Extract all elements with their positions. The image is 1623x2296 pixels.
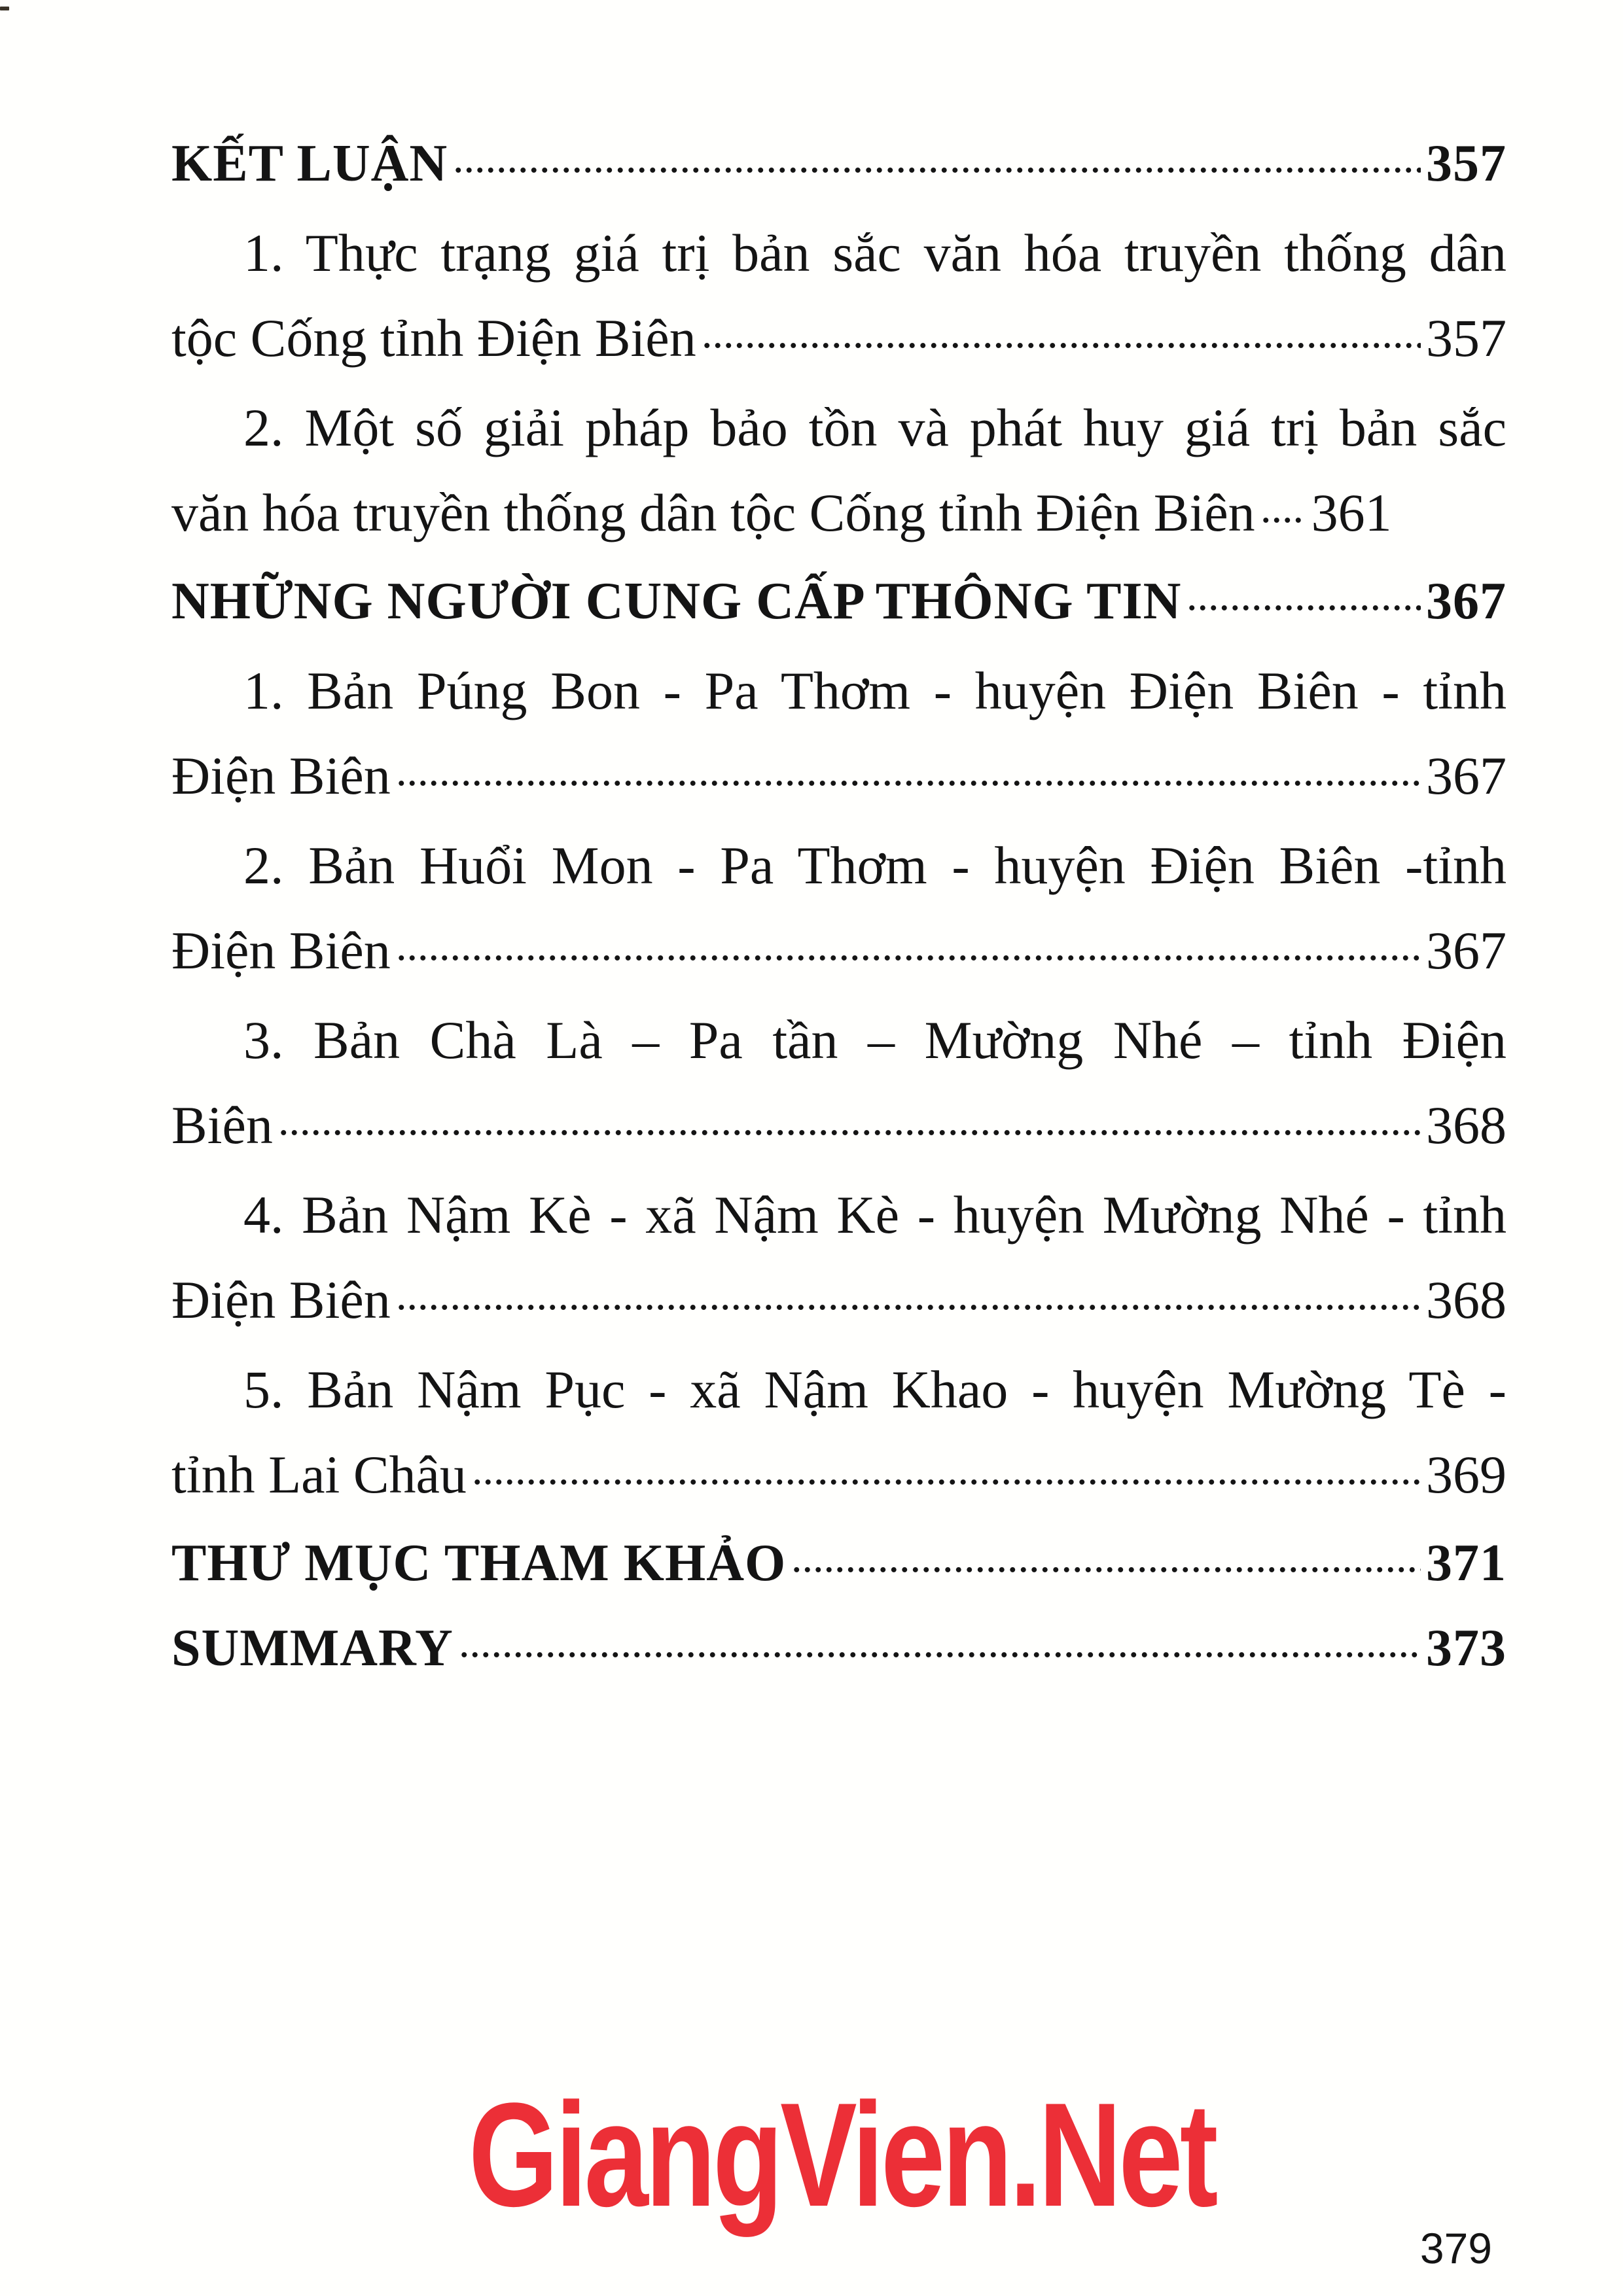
toc-page-number: 368: [1426, 1270, 1507, 1330]
toc-heading-ket-luan[interactable]: [171, 121, 1507, 206]
toc-heading-summary[interactable]: [171, 1606, 1507, 1691]
toc-title: 1. Bản Púng Bon - Pa Thơm - huyện Điện Biên - tỉnh: [243, 661, 1507, 720]
toc-title: 5. Bản Nậm Pục - xã Nậm Khao - huyện Mường Tè -: [243, 1360, 1507, 1419]
dot-leader: [472, 1439, 1421, 1492]
toc-page-number: 368: [1426, 1095, 1507, 1155]
dot-leader: [459, 1612, 1421, 1665]
toc-title-continued: Điện Biên: [171, 1270, 391, 1330]
toc-title: NHỮNG NGƯỜI CUNG CẤP THÔNG TIN: [171, 573, 1182, 630]
toc-page-number: 369: [1426, 1445, 1507, 1504]
toc-title-continued: Điện Biên: [171, 921, 391, 980]
toc-line: [171, 1173, 1507, 1258]
scan-edge-mark: [0, 7, 9, 10]
dot-leader: [453, 127, 1421, 181]
toc-page-number: 367: [1426, 921, 1507, 980]
toc-item-ban-nam-ke[interactable]: [171, 1173, 1507, 1343]
watermark-logo: GiangVien.Net: [469, 2072, 1215, 2237]
toc-page-number: 361: [1311, 483, 1392, 542]
toc-title-continued: tỉnh Lai Châu: [171, 1445, 467, 1504]
toc-title: 1. Thực trạng giá trị bản sắc văn hóa truyền thống dân: [243, 223, 1507, 283]
toc-heading-nguoi-cung-cap[interactable]: [171, 559, 1507, 644]
toc-line: [171, 470, 1507, 556]
toc-line: [171, 385, 1507, 470]
toc-line: [171, 1432, 1507, 1517]
toc-line: [171, 998, 1507, 1083]
toc-title: SUMMARY: [171, 1619, 454, 1677]
toc-line: [171, 1258, 1507, 1343]
toc-title: THƯ MỤC THAM KHẢO: [171, 1534, 787, 1592]
dot-leader: [396, 740, 1421, 794]
toc-line: [171, 823, 1507, 908]
toc-page-number: 367: [1426, 746, 1507, 805]
dot-leader: [702, 302, 1421, 356]
toc-line: [171, 1606, 1507, 1691]
toc-line: [171, 121, 1507, 206]
toc-page-number: 373: [1426, 1619, 1507, 1677]
toc-title-continued: Điện Biên: [171, 746, 391, 805]
toc-item-ban-huoi-mon[interactable]: [171, 823, 1507, 993]
toc-title-continued: Biên: [171, 1095, 273, 1155]
toc-line: [171, 296, 1507, 381]
toc-line: [171, 908, 1507, 993]
toc-item-ban-pung-bon[interactable]: [171, 648, 1507, 819]
toc-page-number: 357: [1426, 135, 1507, 192]
toc-item-ban-cha-la[interactable]: [171, 998, 1507, 1168]
toc-page-number: 357: [1426, 308, 1507, 368]
toc-line: [171, 1083, 1507, 1168]
toc-title: 3. Bản Chà Là – Pa tần – Mường Nhé – tỉnh Điện: [243, 1010, 1507, 1070]
toc-line: [171, 559, 1507, 644]
dot-leader: [396, 1264, 1421, 1318]
toc-line: [171, 211, 1507, 296]
dot-leader: [791, 1527, 1421, 1580]
toc-item-thuc-trang[interactable]: [171, 211, 1507, 381]
toc-page-number: 367: [1426, 573, 1507, 630]
dot-leader: [278, 1089, 1421, 1143]
toc-title: KẾT LUẬN: [171, 135, 448, 192]
toc-line: [171, 1347, 1507, 1432]
dot-leader: [1186, 565, 1421, 618]
toc-title-continued: văn hóa truyền thống dân tộc Cống tỉnh Điện Biên: [171, 483, 1255, 542]
show-through-texture: [157, 1767, 1531, 2081]
toc-title-continued: tộc Cống tỉnh Điện Biên: [171, 308, 696, 368]
toc-title: 4. Bản Nậm Kè - xã Nậm Kè - huyện Mường Nhé - tỉnh: [243, 1185, 1507, 1245]
toc-heading-thu-muc[interactable]: [171, 1521, 1507, 1606]
toc-item-giai-phap[interactable]: [171, 385, 1507, 556]
toc-page-number: 371: [1426, 1534, 1507, 1592]
toc-line: [171, 1521, 1507, 1606]
toc-title: 2. Một số giải pháp bảo tồn và phát huy giá trị bản sắc: [243, 398, 1507, 457]
toc-title: 2. Bản Huổi Mon - Pa Thơm - huyện Điện Biên -tỉnh: [243, 836, 1507, 895]
table-of-contents: [171, 121, 1507, 1691]
toc-line: [171, 733, 1507, 819]
dot-leader: [1260, 477, 1306, 531]
page-number: 379: [1419, 2224, 1492, 2272]
dot-leader: [396, 915, 1421, 968]
toc-item-ban-nam-puc[interactable]: [171, 1347, 1507, 1517]
toc-line: [171, 648, 1507, 733]
